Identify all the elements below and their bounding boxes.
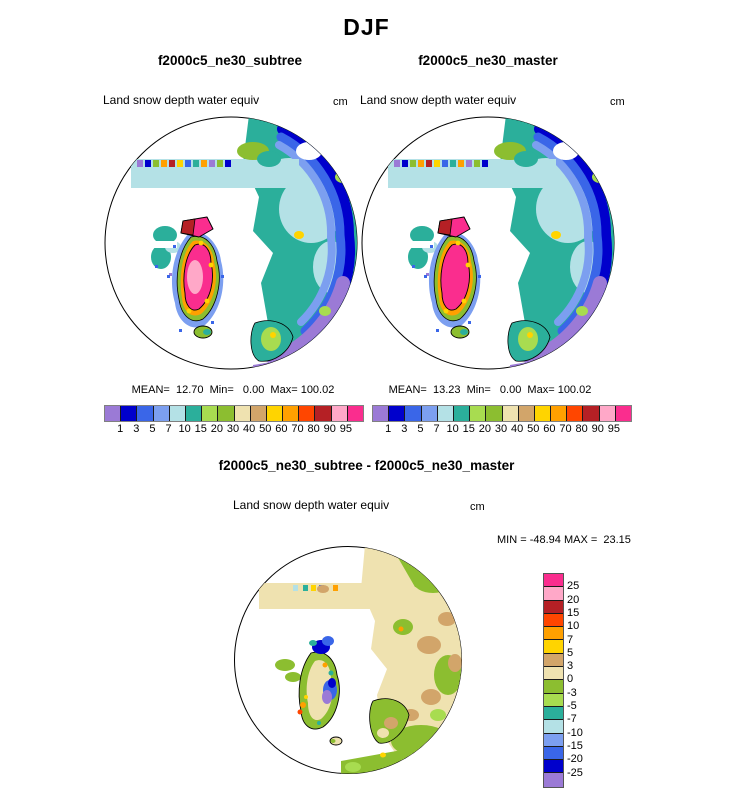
colorbar-cell <box>422 406 438 421</box>
colorbar-tick-label: 70 <box>291 423 304 435</box>
master-stats: MEAN= 13.23 Min= 0.00 Max= 100.02 <box>388 384 592 396</box>
colorbar-tick-label: 3 <box>133 423 140 435</box>
colorbar-diff-ticks <box>567 573 601 787</box>
colorbar-cell <box>454 406 470 421</box>
colorbar-cell <box>544 627 563 640</box>
colorbar-tick-label: 15 <box>194 423 207 435</box>
colorbar-cell <box>503 406 519 421</box>
colorbar-tick-label: 5 <box>567 646 574 659</box>
colorbar-cell <box>348 406 363 421</box>
colorbar-cell <box>251 406 267 421</box>
colorbar-cell <box>405 406 421 421</box>
colorbar-master <box>372 405 632 422</box>
colorbar-tick-label: -10 <box>567 726 583 739</box>
colorbar-cell <box>544 614 563 627</box>
colorbar-tick-label: 7 <box>433 423 440 435</box>
colorbar-cell <box>544 587 563 600</box>
colorbar-cell <box>519 406 535 421</box>
master-units-label: cm <box>610 96 625 108</box>
colorbar-tick-label: 40 <box>511 423 524 435</box>
colorbar-cell <box>544 720 563 733</box>
colorbar-cell <box>154 406 170 421</box>
subtree-units-label: cm <box>333 96 348 108</box>
colorbar-tick-label: 90 <box>591 423 604 435</box>
colorbar-tick-label: 7 <box>567 633 574 646</box>
colorbar-cell <box>315 406 331 421</box>
figure-title: DJF <box>343 14 390 40</box>
colorbar-cell <box>535 406 551 421</box>
subtree-stats: MEAN= 12.70 Min= 0.00 Max= 100.02 <box>131 384 335 396</box>
diff-minmax-label: MIN = -48.94 MAX = 23.15 <box>497 534 631 546</box>
colorbar-tick-label: 95 <box>339 423 352 435</box>
colorbar-tick-label: 30 <box>494 423 508 435</box>
colorbar-cell <box>600 406 616 421</box>
colorbar-tick-label: 1 <box>385 423 392 435</box>
colorbar-cell <box>544 747 563 760</box>
colorbar-cell <box>544 694 563 707</box>
colorbar-tick-label: 3 <box>567 660 574 673</box>
colorbar-cell <box>373 406 389 421</box>
colorbar-cell <box>583 406 599 421</box>
colorbar-cell <box>616 406 631 421</box>
colorbar-tick-label: -25 <box>567 766 583 779</box>
colorbar-tick-label: 7 <box>165 423 172 435</box>
colorbar-tick-label: 60 <box>543 423 556 435</box>
colorbar-tick-label: 30 <box>226 423 240 435</box>
colorbar-tick-label: 20 <box>567 593 580 606</box>
colorbar-tick-label: 90 <box>323 423 336 435</box>
colorbar-cell <box>544 760 563 773</box>
colorbar-cell <box>202 406 218 421</box>
colorbar-cell <box>544 734 563 747</box>
colorbar-cell <box>332 406 348 421</box>
colorbar-tick-label: 5 <box>417 423 424 435</box>
colorbar-tick-label: 95 <box>607 423 620 435</box>
colorbar-tick-label: 80 <box>575 423 588 435</box>
subtree-field-label: Land snow depth water equiv <box>103 93 260 107</box>
panel-subtree-title: f2000c5_ne30_subtree <box>157 53 303 68</box>
colorbar-tick-label: 10 <box>178 423 191 435</box>
map-subtree <box>103 115 359 371</box>
colorbar-cell <box>544 680 563 693</box>
map-diff <box>233 545 463 775</box>
diff-units-label: cm <box>470 501 485 513</box>
colorbar-cell <box>170 406 186 421</box>
panel-diff-title: f2000c5_ne30_subtree - f2000c5_ne30_master <box>218 458 515 473</box>
colorbar-cell <box>137 406 153 421</box>
panel-master-title: f2000c5_ne30_master <box>418 53 558 68</box>
colorbar-subtree-ticks <box>104 423 362 437</box>
colorbar-cell <box>121 406 137 421</box>
colorbar-tick-label: -3 <box>567 686 577 699</box>
colorbar-cell <box>544 601 563 614</box>
colorbar-cell <box>486 406 502 421</box>
colorbar-tick-label: 70 <box>559 423 572 435</box>
colorbar-tick-label: -5 <box>567 700 577 712</box>
colorbar-cell <box>218 406 234 421</box>
colorbar-cell <box>389 406 405 421</box>
colorbar-cell <box>544 640 563 653</box>
colorbar-cell <box>235 406 251 421</box>
colorbar-subtree <box>104 405 364 422</box>
colorbar-tick-label: 20 <box>478 423 491 435</box>
colorbar-tick-label: 40 <box>243 423 256 435</box>
colorbar-tick-label: 5 <box>149 423 156 435</box>
colorbar-cell <box>544 667 563 680</box>
map-master <box>360 115 616 371</box>
colorbar-cell <box>551 406 567 421</box>
colorbar-tick-label: 80 <box>307 423 320 435</box>
colorbar-tick-label: 10 <box>446 423 459 435</box>
colorbar-cell <box>470 406 486 421</box>
colorbar-tick-label: 3 <box>401 423 408 435</box>
colorbar-cell <box>105 406 121 421</box>
colorbar-tick-label: -20 <box>567 753 583 766</box>
colorbar-tick-label: 1 <box>117 423 124 435</box>
colorbar-tick-label: 50 <box>527 423 540 435</box>
colorbar-cell <box>438 406 454 421</box>
colorbar-cell <box>544 707 563 720</box>
colorbar-cell <box>299 406 315 421</box>
colorbar-cell <box>267 406 283 421</box>
colorbar-tick-label: -7 <box>567 713 577 726</box>
colorbar-tick-label: 15 <box>567 606 580 619</box>
colorbar-cell <box>544 574 563 587</box>
colorbar-cell <box>186 406 202 421</box>
master-field-label: Land snow depth water equiv <box>360 93 517 107</box>
colorbar-cell <box>544 654 563 667</box>
colorbar-tick-label: 50 <box>259 423 272 435</box>
colorbar-tick-label: 15 <box>462 423 475 435</box>
colorbar-cell <box>567 406 583 421</box>
colorbar-tick-label: 25 <box>567 580 580 593</box>
colorbar-tick-label: 10 <box>567 620 580 633</box>
colorbar-diff <box>543 573 564 788</box>
colorbar-tick-label: 20 <box>210 423 223 435</box>
colorbar-tick-label: -15 <box>567 739 583 752</box>
colorbar-master-ticks <box>372 423 630 437</box>
colorbar-tick-label: 0 <box>567 673 574 686</box>
colorbar-tick-label: 60 <box>275 423 288 435</box>
colorbar-cell <box>283 406 299 421</box>
diff-field-label: Land snow depth water equiv <box>233 498 390 512</box>
colorbar-cell <box>544 773 563 786</box>
